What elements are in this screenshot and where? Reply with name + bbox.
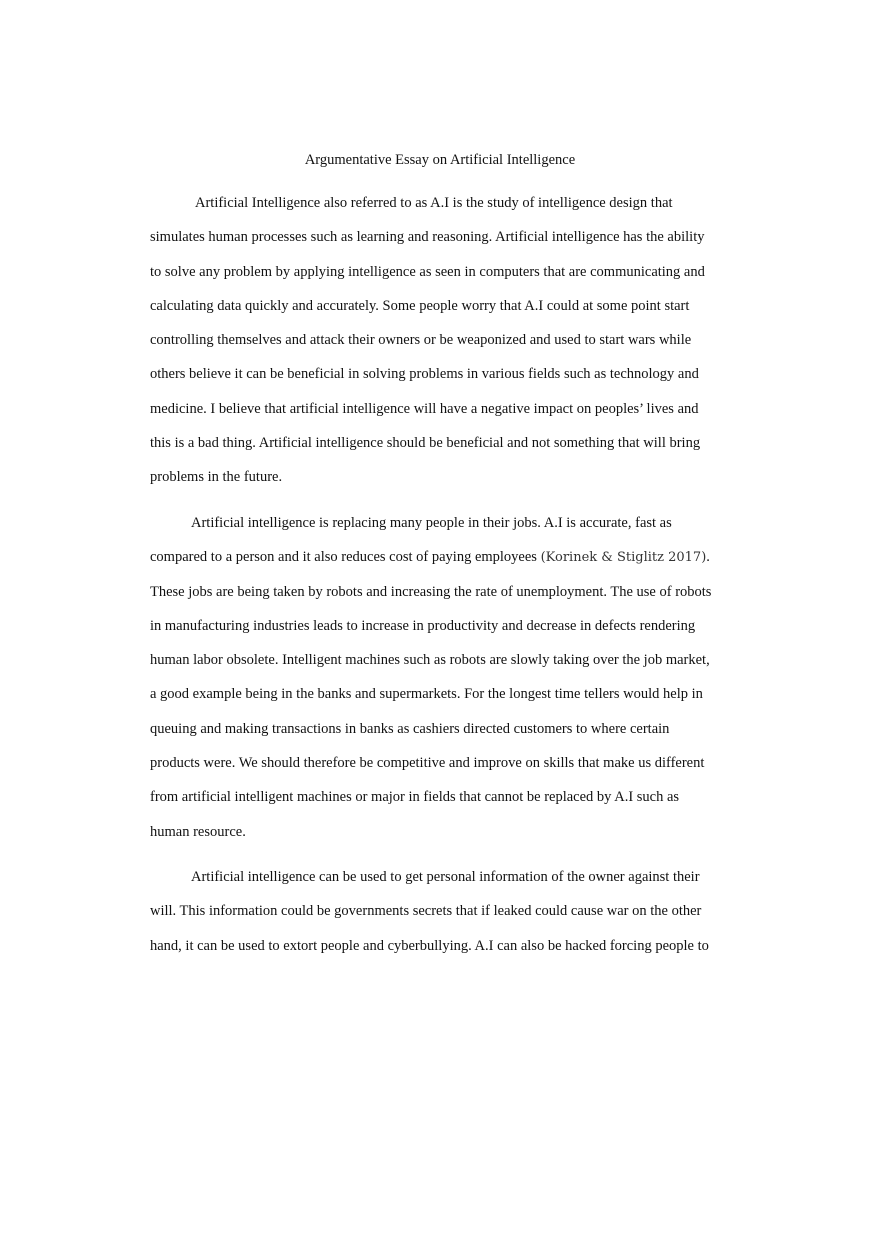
text-line: a good example being in the banks and supermarkets. For the longest time tellers would help in xyxy=(150,686,703,703)
text-line: Artificial Intelligence also referred to as A.I is the study of intelligence design that xyxy=(195,195,673,211)
text-line: in manufacturing industries leads to increase in productivity and decrease in defects rendering xyxy=(150,617,696,634)
paragraph-1 xyxy=(150,186,740,495)
text-line: hand, it can be used to extort people and cyberbullying. A.I can also be hacked forcing people to xyxy=(150,937,709,954)
text-line: products were. We should therefore be competitive and improve on skills that make us different xyxy=(150,755,705,772)
text-line: human labor obsolete. Intelligent machines such as robots are slowly taking over the job market, xyxy=(150,652,710,669)
text-line: Artificial intelligence can be used to get personal information of the owner against their xyxy=(191,869,700,885)
text-line: controlling themselves and attack their owners or be weaponized and used to start wars while xyxy=(150,332,692,349)
essay-title: Argumentative Essay on Artificial Intelligence xyxy=(304,152,576,168)
citation-line-prefix: compared to a person and it also reduces cost of paying employees xyxy=(150,549,541,566)
text-line: calculating data quickly and accurately. Some people worry that A.I could at some point start xyxy=(150,297,690,314)
text-line-with-citation xyxy=(150,540,740,574)
text-line: this is a bad thing. Artificial intelligence should be beneficial and not something that will bring xyxy=(150,435,701,452)
text-line: These jobs are being taken by robots and increasing the rate of unemployment. The use of robots xyxy=(150,583,712,600)
text-line: problems in the future. xyxy=(150,469,283,486)
citation-line-suffix: . xyxy=(706,549,710,566)
paragraph-2 xyxy=(150,506,740,849)
text-line: queuing and making transactions in banks as cashiers directed customers to where certain xyxy=(150,720,670,737)
citation: (Korinek & Stiglitz 2017) xyxy=(540,550,707,566)
text-line: Artificial intelligence is replacing many people in their jobs. A.I is accurate, fast as xyxy=(191,515,672,531)
text-line: to solve any problem by applying intelligence as seen in computers that are communicating and xyxy=(150,263,705,280)
text-line: simulates human processes such as learning and reasoning. Artificial intelligence has the ability xyxy=(150,229,705,246)
paragraph-3 xyxy=(150,860,740,963)
text-line: will. This information could be governments secrets that if leaked could cause war on the other xyxy=(150,903,702,920)
text-line: human resource. xyxy=(150,823,246,840)
text-line: others believe it can be beneficial in solving problems in various fields such as technology and xyxy=(150,366,699,383)
text-line: from artificial intelligent machines or major in fields that cannot be replaced by A.I such as xyxy=(150,789,680,806)
text-line: medicine. I believe that artificial intelligence will have a negative impact on peoples’ lives and xyxy=(150,400,699,417)
